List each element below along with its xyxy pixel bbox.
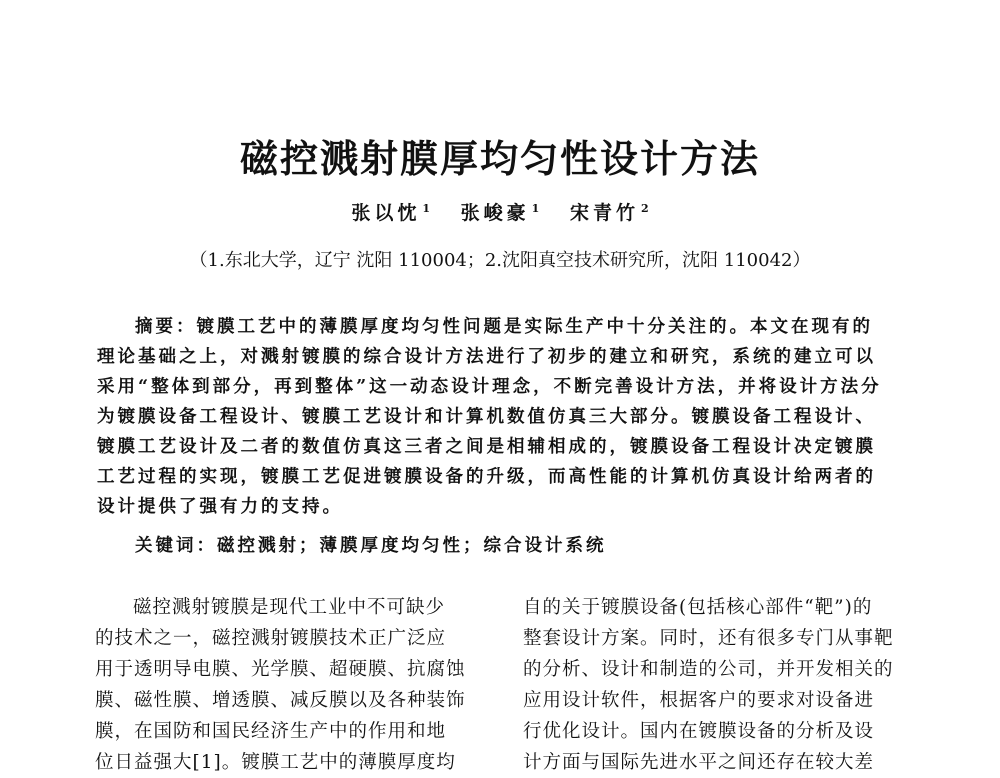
abstract-line: 为镀膜设备工程设计、镀膜工艺设计和计算机数值仿真三大部分。镀膜设备工程设计、 [97,407,876,427]
abstract-label: 摘要： [135,317,197,337]
abstract-line: 设计提供了强有力的支持。 [97,497,343,517]
body-line: 自的关于镀膜设备(包括核心部件“靶”)的 [523,597,873,618]
body-line: 膜，在国防和国民经济生产中的作用和地 [95,721,447,742]
author-list [0,198,1000,225]
keywords [135,532,607,557]
author: 张以忱 $^1$ [351,201,431,224]
paper-title: 磁控溅射膜厚均匀性设计方法 [239,136,760,181]
abstract-line: 理论基础之上，对溅射镀膜的综合设计方法进行了初步的建立和研究，系统的建立可以 [97,347,876,367]
abstract-line: 工艺过程的实现，镀膜工艺促进镀膜设备的升级，而高性能的计算机仿真设计给两者的 [97,467,876,487]
body-line: 位日益强大[1]。镀膜工艺中的薄膜厚度均 [95,752,456,773]
body-line: 行优化设计。国内在镀膜设备的分析及设 [523,721,875,742]
body-line: 应用设计软件，根据客户的要求对设备进 [523,690,875,711]
author: 张峻豪 $^1$ [460,201,540,224]
body-line: 整套设计方案。同时，还有很多专门从事靶 [523,628,894,649]
abstract-line: 摘要：镀膜工艺中的薄膜厚度均匀性问题是实际生产中十分关注的。本文在现有的 [135,317,873,337]
body-line: 的分析、设计和制造的公司，并开发相关的 [523,659,894,680]
body-line: 计方面与国际先进水平之间还存在较大差 [523,752,875,773]
body-column-left [95,592,495,778]
body-line: 磁控溅射镀膜是现代工业中不可缺少 [133,597,446,618]
body-line: 用于透明导电膜、光学膜、超硬膜、抗腐蚀 [95,659,466,680]
body-column-right [523,592,923,778]
abstract-line: 镀膜工艺设计及二者的数值仿真这三者之间是相辅相成的，镀膜设备工程设计决定镀膜 [97,437,876,457]
keywords-text: 磁控溅射；薄膜厚度均匀性；综合设计系统 [217,536,607,556]
abstract [97,312,907,522]
affiliation: （1.东北大学，辽宁 沈阳 110004；2.沈阳真空技术研究所，沈阳 110042） [189,250,811,271]
keywords-label: 关键词： [135,536,217,556]
body-line: 膜、磁性膜、增透膜、减反膜以及各种装饰 [95,690,466,711]
abstract-line: 采用“整体到部分，再到整体”这一动态设计理念，不断完善设计方法，并将设计方法分 [97,377,882,397]
author: 宋青竹 $^2$ [569,201,649,224]
body-line: 的技术之一，磁控溅射镀膜技术正广泛应 [95,628,447,649]
